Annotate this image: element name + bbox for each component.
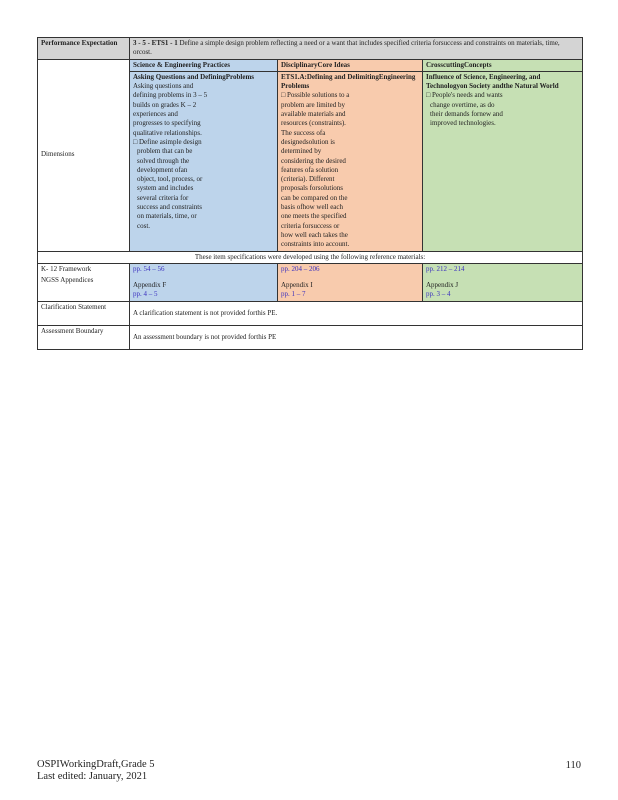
ref-ccc [423,263,583,301]
ccc-line: improved technologies. [430,119,496,128]
footer-last-edited: Last edited: January, 2021 [37,771,148,782]
reference-note-row [38,251,583,263]
page-number: 110 [565,760,581,771]
ccc-body [423,71,583,251]
dci-bullet-line: □ Possible solutions to a [281,91,350,100]
assessment-text: An assessment boundary is not provided forthis PE [130,325,583,349]
dci-line: problem are limited by [281,100,345,109]
dimensions-header-row [38,59,583,71]
refs-label-framework: K- 12 Framework [41,264,92,273]
clarification-label: Clarification Statement [38,301,130,325]
dci-body [278,71,423,251]
ref-pages: pp. 212 – 214 [426,264,465,273]
sep-bullet-line: object, tool, process, or [137,175,203,184]
dci-line: determined by [281,147,322,156]
sep-bullet-line: system and includes [137,184,194,193]
reference-note: These item specifications were developed using the following reference materials: [38,251,583,263]
dci-line: can be compared on the [281,193,348,202]
bullet-box-icon: □ [426,91,432,100]
pe-code: 3 - 5 - ETS1 - 1 [133,39,178,47]
footer-doc-title: OSPIWorkingDraft,Grade 5 [37,759,155,770]
ref-pages: pp. 54 – 56 [133,264,165,273]
dci-line: considering the desired [281,156,346,165]
dci-line: The success ofa [281,128,326,137]
clarification-row [38,301,583,325]
pe-label: Performance Expectation [38,38,130,60]
sep-line: qualitative relationships. [133,128,202,137]
pe-cell [130,38,583,60]
pe-text: Define a simple design problem reflecting a need or a want that includes specified criteria forsuccess and constraints on materials, time, orcost. [133,39,560,57]
sep-subheading: Asking Questions and DefiningProblems [133,72,255,81]
ref-appendix: Appendix I [281,281,313,290]
ccc-line: change overtime, as do [430,100,495,109]
sep-heading: Science & Engineering Practices [130,59,278,71]
sep-bullet-line: □ Define asimple design [133,137,202,146]
item-spec-table [37,37,583,350]
dci-heading: DisciplinaryCore Ideas [278,59,423,71]
sep-bullet-line: success and constraints [137,203,202,212]
ref-appendix: Appendix J [426,281,459,290]
dci-line: basis ofhow well each [281,203,344,212]
ccc-subheading: Influence of Science, Engineering, and Technologyon Society andthe Natural World [426,72,559,91]
ref-pages: pp. 204 – 206 [281,264,320,273]
dci-line: (criteria). Different [281,175,335,184]
sep-bullet-line: several criteria for [137,193,189,202]
ref-dci [278,263,423,301]
sep-bullet-line: problem that can be [137,147,193,156]
bullet-box-icon: □ [133,137,139,146]
dimensions-label: Dimensions [38,59,130,251]
sep-line: progresses to specifying [133,119,201,128]
refs-label-ngss: NGSS Appendices [41,276,94,285]
sep-line: defining problems in 3 – 5 [133,91,208,100]
clarification-text: A clarification statement is not provided forthis PE. [130,301,583,325]
dci-line: how well each takes the [281,230,348,239]
ref-app-pages: pp. 4 – 5 [133,290,158,299]
assessment-row [38,325,583,349]
dci-line: available materials and [281,110,346,119]
pe-row [38,38,583,60]
ccc-bullet-line: □ People's needs and wants [426,91,503,100]
sep-line: experiences and [133,110,178,119]
sep-line: builds on grades K – 2 [133,100,197,109]
dci-line: one meets the specified [281,212,347,221]
sep-bullet-line: cost. [137,221,151,230]
sep-body [130,71,278,251]
refs-labels [38,263,130,301]
sep-bullet-line: on materials, time, or [137,212,197,221]
dci-line: features ofa solution [281,165,339,174]
references-row [38,263,583,301]
sep-bullet-line: development ofan [137,165,188,174]
ref-app-pages: pp. 1 – 7 [281,290,306,299]
dci-line: resources (constraints). [281,119,346,128]
ref-sep [130,263,278,301]
dci-line: criteria forsuccess or [281,221,340,230]
assessment-label: Assessment Boundary [38,325,130,349]
bullet-box-icon: □ [281,91,287,100]
dci-line: constraints into account. [281,240,350,249]
footer [37,759,155,783]
dci-subheading: ETS1.A:Defining and DelimitingEngineering Problems [281,72,416,91]
sep-line: Asking questions and [133,82,194,91]
ref-app-pages: pp. 3 – 4 [426,290,451,299]
dci-line: proposals forsolutions [281,184,344,193]
ccc-heading: CrosscuttingConcepts [423,59,583,71]
dci-line: designedsolution is [281,137,335,146]
ref-appendix: Appendix F [133,281,167,290]
sep-bullet-line: solved through the [137,156,190,165]
ccc-line: their demands fornew and [430,110,503,119]
